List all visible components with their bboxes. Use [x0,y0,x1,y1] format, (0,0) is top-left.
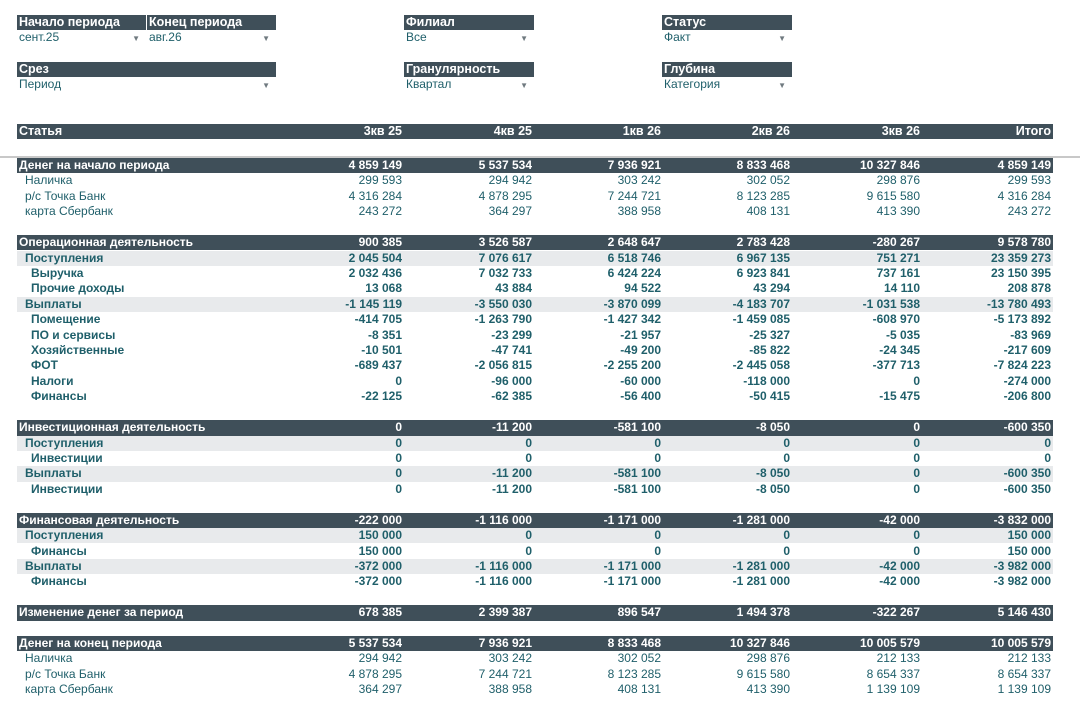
value-cell: 13 068 [365,281,402,296]
value-cell: -49 200 [620,343,661,358]
value-cell: 294 942 [358,651,402,666]
row-label: Финансы [31,389,87,404]
row-label: Прочие доходы [31,281,125,296]
value-cell: 294 942 [488,173,532,188]
chevron-down-icon[interactable]: ▼ [520,34,528,43]
filter-granularity-label: Гранулярность [404,62,534,77]
filter-slice-dropdown[interactable] [17,77,276,92]
row-label: Помещение [31,312,101,327]
table-row [17,173,1053,188]
value-cell: 212 133 [1007,651,1051,666]
row-label: Налоги [31,373,74,388]
value-cell: 751 271 [876,250,920,265]
table-header [17,124,1053,139]
value-cell: 8 123 285 [607,666,661,681]
value-cell: 4 878 295 [348,666,402,681]
value-cell: -118 000 [743,373,790,388]
column-header: 2кв 26 [751,124,790,138]
value-cell: -3 550 030 [474,296,532,311]
filter-branch-dropdown[interactable] [404,30,534,45]
value-cell: 0 [395,466,402,481]
filter-start-value: сент.25 [19,30,60,44]
column-header: 1кв 26 [622,124,661,138]
value-cell: 303 242 [617,173,661,188]
value-cell: -217 609 [1003,343,1051,358]
table-row [17,158,1053,173]
value-cell: -23 299 [491,327,532,342]
row-label: Денег на конец периода [19,636,162,651]
row-label: Хозяйственные [31,343,125,358]
value-cell: -372 000 [354,558,402,573]
value-cell: 0 [654,543,661,558]
value-cell: -22 125 [361,389,402,404]
value-cell: 896 547 [617,605,661,620]
value-cell: -7 824 223 [993,358,1051,373]
value-cell: 5 537 534 [348,636,402,651]
value-cell: 243 272 [1007,204,1051,219]
value-cell: 413 390 [876,204,920,219]
value-cell: 1 139 109 [866,682,920,697]
filter-end-period[interactable] [147,15,276,45]
value-cell: 0 [395,435,402,450]
value-cell: -85 822 [749,343,790,358]
value-cell: -1 116 000 [475,558,532,573]
value-cell: 298 876 [746,651,790,666]
value-cell: 9 615 580 [866,188,920,203]
value-cell: 2 032 436 [348,265,402,280]
value-cell: 243 272 [358,204,402,219]
value-cell: -414 705 [354,312,402,327]
value-cell: -1 263 790 [474,312,532,327]
value-cell: 212 133 [876,651,920,666]
value-cell: 0 [395,481,402,496]
value-cell: 0 [913,373,920,388]
filter-start-period[interactable] [17,15,146,45]
value-cell: 0 [654,528,661,543]
value-cell: 0 [395,450,402,465]
value-cell: -322 267 [872,605,920,620]
value-cell: 0 [913,528,920,543]
value-cell: 8 123 285 [736,188,790,203]
value-cell: -62 385 [491,389,532,404]
value-cell: 5 146 430 [997,605,1051,620]
table-row [17,451,1053,466]
value-cell: -2 255 200 [603,358,661,373]
value-cell: 0 [525,528,532,543]
value-cell: 0 [525,450,532,465]
table-row [17,204,1053,219]
table-row [17,312,1053,327]
row-label: р/с Точка Банк [25,666,106,681]
value-cell: 8 833 468 [607,636,661,651]
value-cell: -274 000 [1003,373,1051,388]
filter-start-label: Начало периода [17,15,146,30]
filter-branch-value: Все [406,30,427,44]
chevron-down-icon[interactable]: ▼ [520,81,528,90]
value-cell: 4 859 149 [997,158,1051,172]
value-cell: -5 035 [885,327,920,342]
value-cell: 43 294 [753,281,790,296]
value-cell: -372 000 [354,574,402,589]
value-cell: 14 110 [883,281,920,296]
table-row [17,466,1053,481]
table-row [17,374,1053,389]
row-label: Денег на начало периода [19,158,170,172]
value-cell: 9 578 780 [997,235,1051,250]
value-cell: -1 281 000 [732,558,790,573]
table-row [17,420,1053,435]
filter-status-dropdown[interactable] [662,30,792,45]
value-cell: -11 200 [491,481,532,496]
value-cell: -5 173 892 [993,312,1051,327]
value-cell: -1 145 119 [345,296,402,311]
value-cell: 8 654 337 [997,666,1051,681]
value-cell: 208 878 [1007,281,1051,296]
value-cell: -581 100 [613,481,661,496]
column-header: Итого [1015,124,1051,138]
value-cell: -3 870 099 [603,296,661,311]
value-cell: 388 958 [488,682,532,697]
table-row [17,682,1053,697]
row-label: Финансовая деятельность [19,512,180,527]
filter-branch[interactable] [404,15,534,45]
value-cell: -4 183 707 [732,296,790,311]
row-label: Инвестиции [31,450,103,465]
row-label: Инвестиции [31,481,103,496]
filter-slice[interactable] [17,62,276,92]
value-cell: 8 833 468 [736,158,790,172]
value-cell: 0 [913,435,920,450]
row-label: Финансы [31,543,87,558]
value-cell: -11 200 [491,420,532,435]
filter-depth-value: Категория [664,77,721,91]
row-label: Поступления [25,435,104,450]
value-cell: 0 [395,420,402,435]
filter-status-value: Факт [664,30,691,44]
value-cell: -3 832 000 [993,512,1051,527]
value-cell: 299 593 [1007,173,1051,188]
row-label: Поступления [25,528,104,543]
value-cell: 0 [913,420,920,435]
value-cell: 0 [654,435,661,450]
table-row [17,189,1053,204]
value-cell: 6 518 746 [607,250,661,265]
row-label: Инвестиционная деятельность [19,420,206,435]
value-cell: -21 957 [620,327,661,342]
value-cell: -1 171 000 [603,574,661,589]
value-cell: -581 100 [613,466,661,481]
filter-status-label: Статус [662,15,792,30]
table-row [17,266,1053,281]
value-cell: 7 076 617 [478,250,532,265]
value-cell: 2 399 387 [478,605,532,620]
value-cell: -1 281 000 [732,574,790,589]
value-cell: -8 050 [755,481,790,496]
value-cell: 10 005 579 [990,636,1051,651]
row-label: р/с Точка Банк [25,188,106,203]
value-cell: 0 [395,373,402,388]
value-cell: 1 139 109 [997,682,1051,697]
column-header: 3кв 25 [363,124,402,138]
value-cell: -50 415 [749,389,790,404]
value-cell: 7 032 733 [478,265,532,280]
filter-granularity-value: Квартал [406,77,452,91]
value-cell: -1 281 000 [732,512,790,527]
chevron-down-icon[interactable]: ▼ [262,34,270,43]
value-cell: 7 244 721 [607,188,661,203]
filter-slice-value: Период [19,77,62,91]
value-cell: -1 116 000 [475,574,532,589]
filter-end-label: Конец периода [147,15,276,30]
value-cell: 303 242 [488,651,532,666]
value-cell: 3 526 587 [478,235,532,250]
value-cell: -222 000 [354,512,402,527]
value-cell: 2 783 428 [736,235,790,250]
value-cell: 737 161 [876,265,920,280]
row-label: карта Сбербанк [25,204,113,219]
value-cell: 0 [783,543,790,558]
table-row [17,651,1053,666]
value-cell: 150 000 [1007,543,1051,558]
value-cell: 0 [783,528,790,543]
value-cell: -3 982 000 [993,558,1051,573]
value-cell: -206 800 [1003,389,1051,404]
value-cell: 1 494 378 [736,605,790,620]
table-row [17,235,1053,250]
value-cell: 0 [913,481,920,496]
filter-granularity-dropdown[interactable] [404,77,534,92]
table-row [17,281,1053,296]
row-label: Поступления [25,250,104,265]
value-cell: -1 427 342 [603,312,661,327]
value-cell: -47 741 [491,343,532,358]
value-cell: 10 327 846 [729,636,790,651]
value-cell: 4 316 284 [348,188,402,203]
value-cell: 302 052 [746,173,790,188]
row-label: ФОТ [31,358,58,373]
value-cell: 10 327 846 [859,158,920,172]
chevron-down-icon[interactable]: ▼ [778,34,786,43]
value-cell: 678 385 [358,605,402,620]
table-row [17,559,1053,574]
value-cell: 4 859 149 [348,158,402,172]
value-cell: 0 [783,435,790,450]
filter-granularity[interactable] [404,62,534,92]
value-cell: 9 615 580 [736,666,790,681]
value-cell: -3 982 000 [993,574,1051,589]
value-cell: 7 936 921 [607,158,661,172]
value-cell: -25 327 [749,327,790,342]
row-label: Изменение денег за период [19,605,184,620]
value-cell: -24 345 [879,343,920,358]
table-row [17,574,1053,589]
value-cell: -280 267 [872,235,920,250]
value-cell: 150 000 [1007,528,1051,543]
value-cell: 408 131 [617,682,661,697]
value-cell: 23 359 273 [990,250,1051,265]
value-cell: 4 878 295 [478,188,532,203]
row-label: Выплаты [25,296,82,311]
row-label: Выручка [31,265,84,280]
value-cell: 10 005 579 [859,636,920,651]
table-row [17,358,1053,373]
row-label: Операционная деятельность [19,235,194,250]
filter-end-value: авг.26 [149,30,182,44]
value-cell: -2 445 058 [732,358,790,373]
filter-depth[interactable] [662,62,792,92]
value-cell: 23 150 395 [990,265,1051,280]
value-cell: 0 [1044,435,1051,450]
table-row [17,636,1053,651]
row-label: Выплаты [25,466,82,481]
filter-slice-label: Срез [17,62,276,77]
value-cell: -56 400 [620,389,661,404]
value-cell: -42 000 [879,574,920,589]
value-cell: 2 648 647 [607,235,661,250]
value-cell: -600 350 [1003,481,1051,496]
value-cell: -96 000 [491,373,532,388]
column-header: Статья [19,124,63,138]
value-cell: 900 385 [358,235,402,250]
row-label: карта Сбербанк [25,682,113,697]
value-cell: -1 031 538 [862,296,920,311]
chevron-down-icon[interactable]: ▼ [778,81,786,90]
value-cell: -42 000 [879,558,920,573]
value-cell: 0 [654,450,661,465]
value-cell: 7 244 721 [478,666,532,681]
value-cell: -8 050 [755,466,790,481]
value-cell: -689 437 [354,358,402,373]
value-cell: 0 [913,466,920,481]
value-cell: 413 390 [746,682,790,697]
row-label: Наличка [25,651,73,666]
value-cell: 7 936 921 [478,636,532,651]
value-cell: 364 297 [358,682,402,697]
value-cell: -13 780 493 [986,296,1051,311]
value-cell: -8 351 [367,327,402,342]
chevron-down-icon[interactable]: ▼ [132,34,140,43]
filter-branch-label: Филиал [404,15,534,30]
value-cell: 0 [1044,450,1051,465]
value-cell: 0 [525,543,532,558]
table-row [17,482,1053,497]
value-cell: -2 056 815 [474,358,532,373]
value-cell: -600 350 [1003,420,1051,435]
value-cell: 2 045 504 [348,250,402,265]
table-row [17,513,1053,528]
row-label: Наличка [25,173,73,188]
table-row [17,251,1053,266]
value-cell: 0 [525,435,532,450]
value-cell: -10 501 [361,343,402,358]
value-cell: 4 316 284 [997,188,1051,203]
row-label: Финансы [31,574,87,589]
value-cell: -11 200 [491,466,532,481]
value-cell: 150 000 [358,543,402,558]
filter-start-dropdown[interactable] [17,30,146,45]
value-cell: 6 424 224 [607,265,661,280]
value-cell: 43 884 [495,281,532,296]
value-cell: -1 171 000 [603,512,661,527]
chevron-down-icon[interactable]: ▼ [262,81,270,90]
value-cell: 302 052 [617,651,661,666]
filter-end-dropdown[interactable] [147,30,276,45]
column-header: 4кв 25 [493,124,532,138]
filter-depth-dropdown[interactable] [662,77,792,92]
value-cell: -1 459 085 [732,312,790,327]
value-cell: 0 [913,543,920,558]
value-cell: -581 100 [613,420,661,435]
table-row [17,328,1053,343]
row-label: ПО и сервисы [31,327,116,342]
value-cell: -83 969 [1010,327,1051,342]
table-row [17,528,1053,543]
value-cell: 364 297 [488,204,532,219]
table-row [17,667,1053,682]
filter-depth-label: Глубина [662,62,792,77]
value-cell: 388 958 [617,204,661,219]
filter-status[interactable] [662,15,792,45]
value-cell: -608 970 [872,312,920,327]
value-cell: -377 713 [872,358,920,373]
value-cell: -600 350 [1003,466,1051,481]
value-cell: 5 537 534 [478,158,532,172]
value-cell: -8 050 [755,420,790,435]
value-cell: 6 923 841 [736,265,790,280]
row-label: Выплаты [25,558,82,573]
table-row [17,436,1053,451]
value-cell: -60 000 [620,373,661,388]
value-cell: 0 [783,450,790,465]
value-cell: 94 522 [624,281,661,296]
value-cell: 408 131 [746,204,790,219]
value-cell: 6 967 135 [736,250,790,265]
value-cell: -1 171 000 [603,558,661,573]
value-cell: 150 000 [358,528,402,543]
table-row [17,343,1053,358]
table-row [17,544,1053,559]
column-header: 3кв 26 [881,124,920,138]
value-cell: 8 654 337 [866,666,920,681]
table-row [17,297,1053,312]
value-cell: 0 [913,450,920,465]
value-cell: -15 475 [879,389,920,404]
value-cell: -1 116 000 [475,512,532,527]
value-cell: -42 000 [879,512,920,527]
value-cell: 299 593 [358,173,402,188]
table-row [17,389,1053,404]
value-cell: 298 876 [876,173,920,188]
table-row [17,605,1053,620]
